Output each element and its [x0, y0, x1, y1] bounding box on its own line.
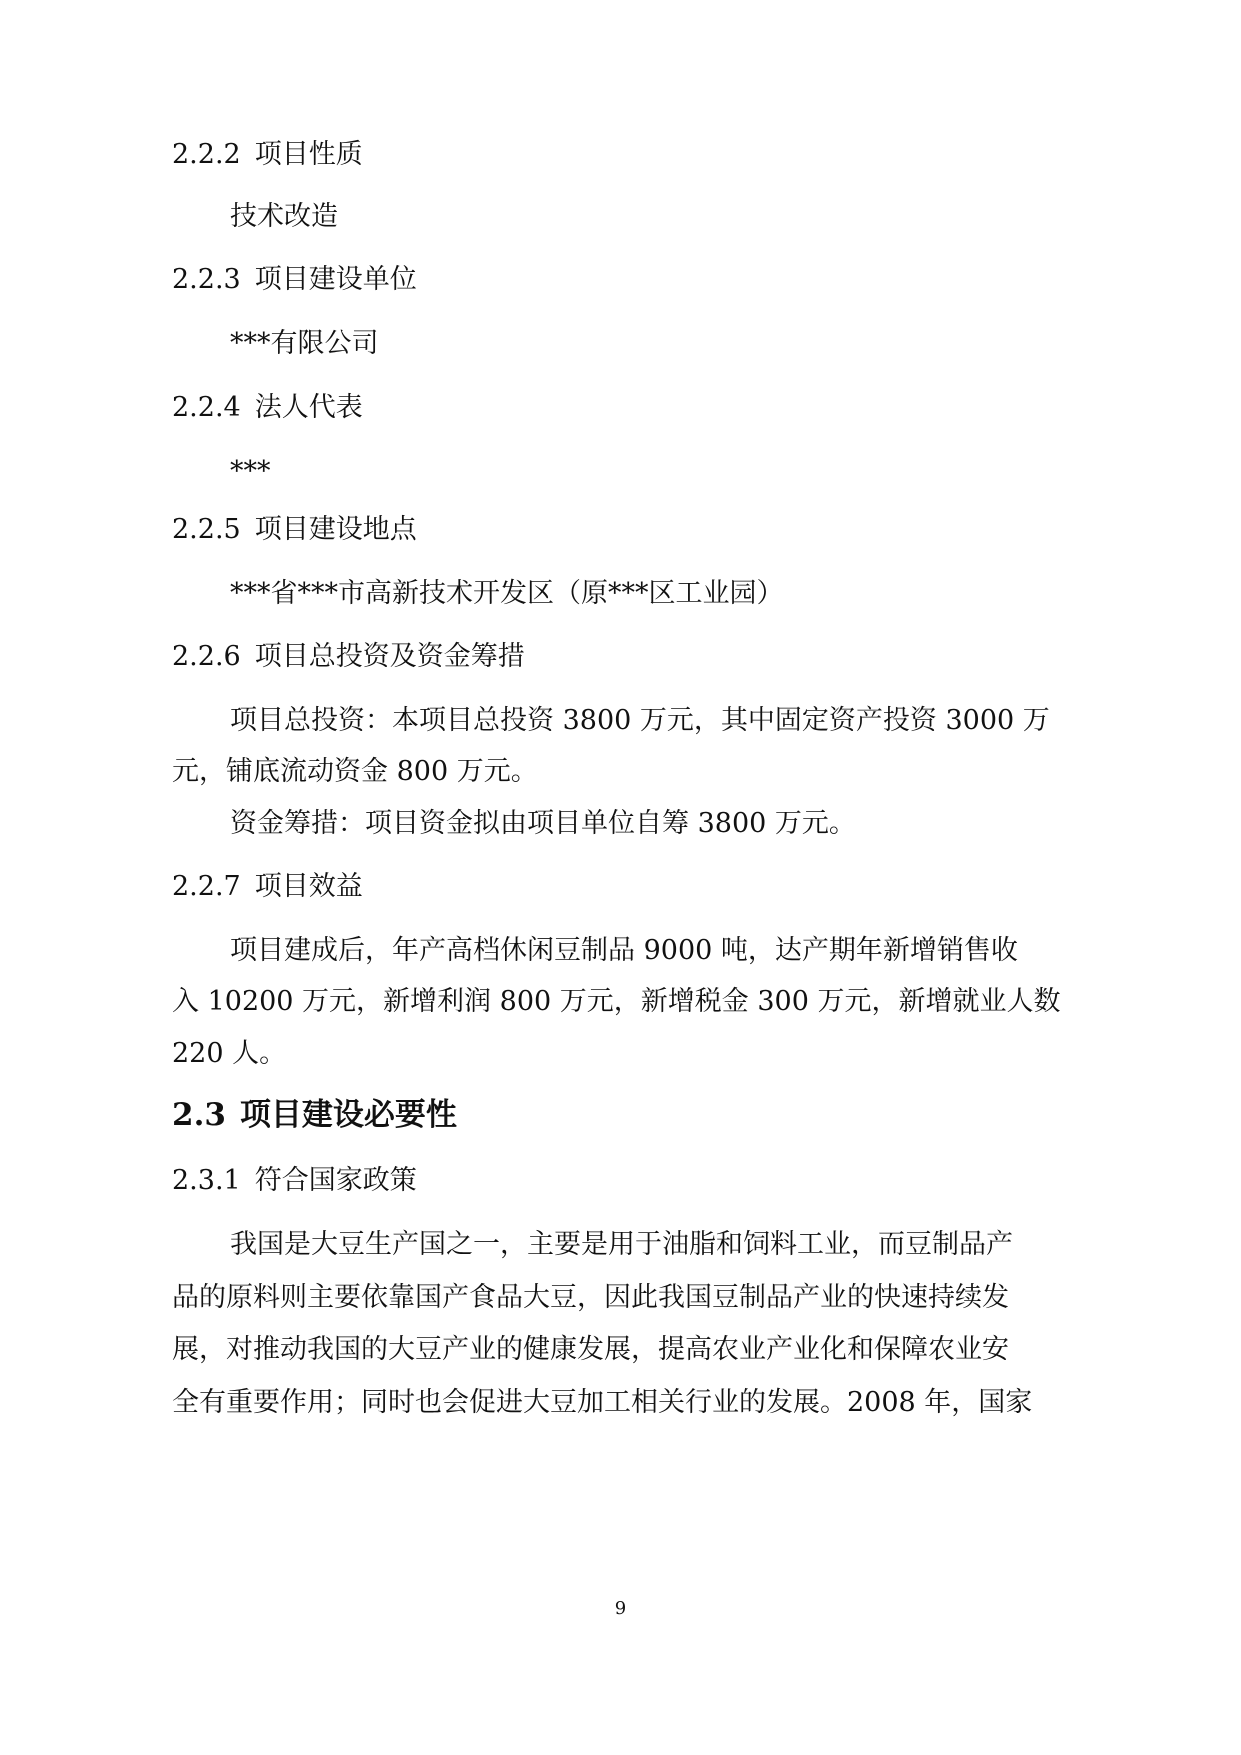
section-number: 2.3.1 [172, 1165, 241, 1196]
section-body-2-2-4: *** [230, 456, 271, 487]
section-heading-2-2-6 [172, 639, 525, 675]
section-number: 2.2.7 [172, 871, 241, 902]
section-heading-2-3 [172, 1097, 457, 1133]
section-title: 项目建设必要性 [239, 1097, 457, 1133]
section-title: 项目总投资及资金筹措 [254, 641, 525, 672]
section-title: 项目性质 [254, 139, 363, 170]
section-number: 2.2.5 [172, 514, 241, 545]
policy-line-4: 全有重要作用；同时也会促进大豆加工相关行业的发展。2008 年，国家 [172, 1387, 1033, 1418]
section-title: 符合国家政策 [254, 1165, 417, 1196]
section-number: 2.2.3 [172, 264, 241, 295]
section-number: 2.3 [172, 1097, 226, 1133]
section-heading-2-3-1 [172, 1163, 417, 1199]
policy-line-1: 我国是大豆生产国之一，主要是用于油脂和饲料工业，而豆制品产 [230, 1229, 1013, 1260]
section-body-2-2-5: ***省***市高新技术开发区（原***区工业园） [230, 578, 784, 609]
section-heading-2-2-2 [172, 137, 363, 173]
section-heading-2-2-7 [172, 869, 363, 905]
section-title: 项目建设地点 [254, 514, 417, 545]
section-heading-2-2-4 [172, 390, 363, 426]
benefit-line-2: 入 10200 万元，新增利润 800 万元，新增税金 300 万元，新增就业人数 [172, 986, 1061, 1017]
investment-line-2: 元，铺底流动资金 800 万元。 [172, 756, 538, 787]
section-heading-2-2-5 [172, 512, 417, 548]
section-body-2-2-2: 技术改造 [230, 201, 338, 232]
investment-line-1: 项目总投资：本项目总投资 3800 万元，其中固定资产投资 3000 万 [230, 705, 1050, 736]
section-number: 2.2.4 [172, 392, 241, 423]
benefit-line-3: 220 人。 [172, 1038, 287, 1069]
section-number: 2.2.2 [172, 139, 241, 170]
section-heading-2-2-3 [172, 262, 417, 298]
section-body-2-2-3: ***有限公司 [230, 328, 379, 359]
section-title: 法人代表 [254, 392, 363, 423]
section-title: 项目建设单位 [254, 264, 417, 295]
section-number: 2.2.6 [172, 641, 241, 672]
benefit-line-1: 项目建成后，年产高档休闲豆制品 9000 吨，达产期年新增销售收 [230, 935, 1018, 966]
section-title: 项目效益 [254, 871, 363, 902]
page-number: 9 [614, 1598, 627, 1619]
funding-line: 资金筹措：项目资金拟由项目单位自筹 3800 万元。 [230, 808, 856, 839]
policy-line-3: 展，对推动我国的大豆产业的健康发展，提高农业产业化和保障农业安 [172, 1334, 1009, 1365]
policy-line-2: 品的原料则主要依靠国产食品大豆，因此我国豆制品产业的快速持续发 [172, 1282, 1009, 1313]
